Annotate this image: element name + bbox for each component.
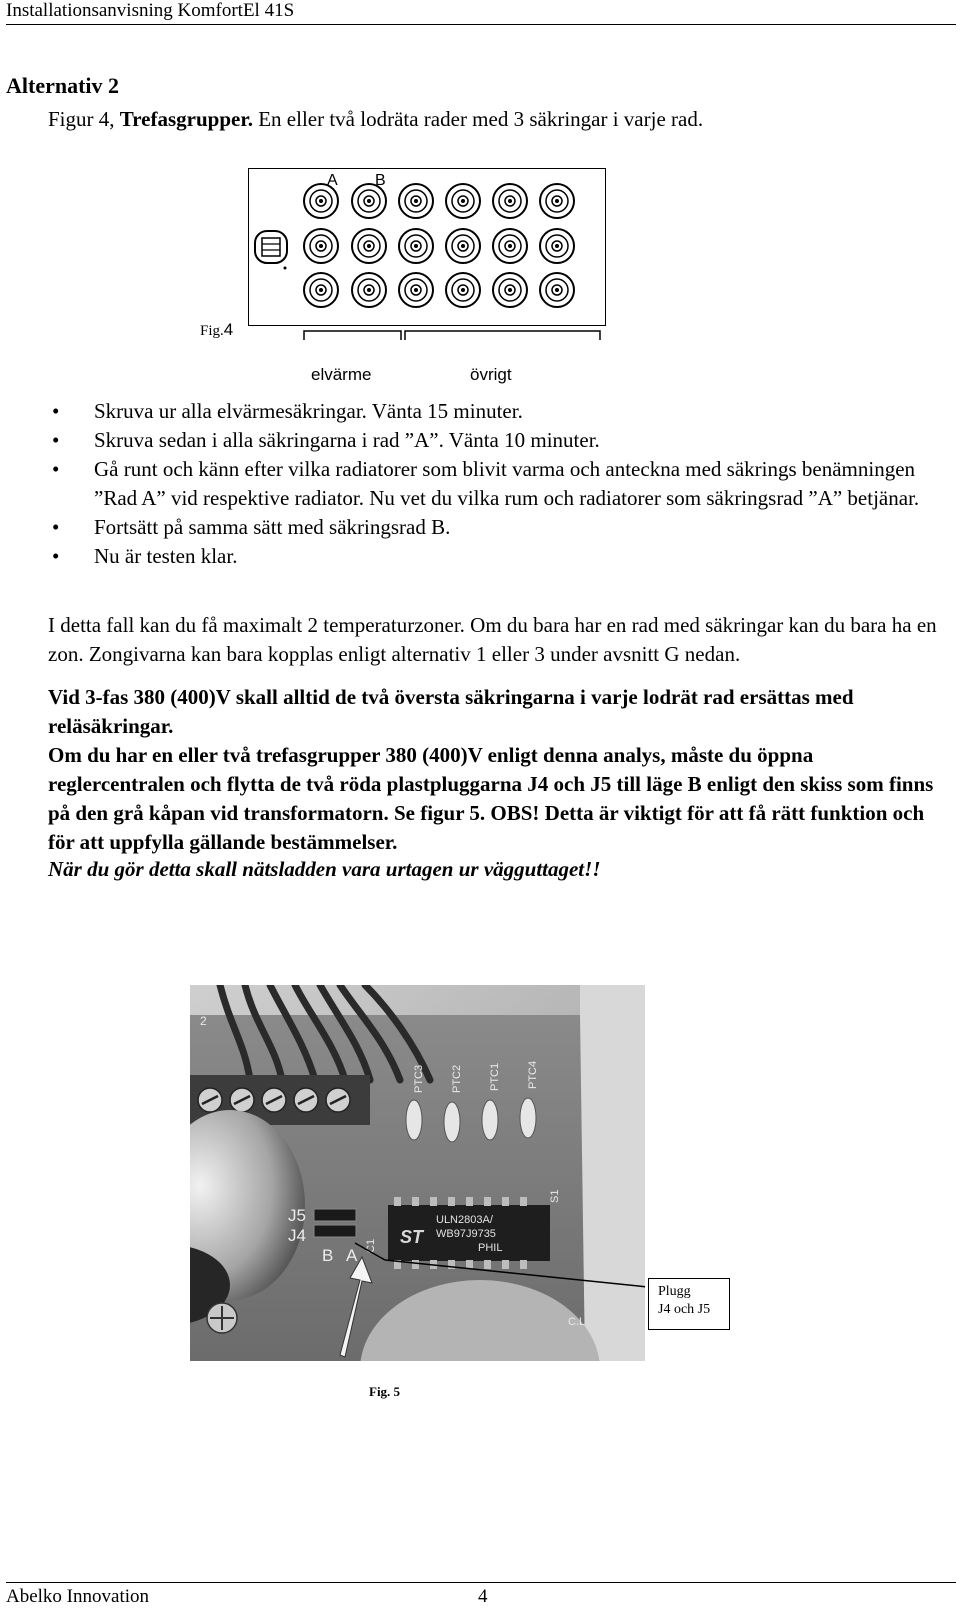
pcb-label-s1: S1 <box>549 1189 561 1203</box>
paragraph-warning: När du gör detta skall nätsladden vara urtagen ur vägguttaget!! <box>48 857 601 881</box>
list-item-text: Skruva ur alla elvärmesäkringar. Vänta 15 minuter. <box>94 399 523 423</box>
fuse-icon <box>446 273 480 307</box>
callout-line-2: J4 och J5 <box>658 1302 711 1317</box>
fuse-icon <box>352 184 386 218</box>
fuse-icon <box>446 184 480 218</box>
list-item <box>48 426 948 455</box>
figure4-caption-rest: En eller två lodräta rader med 3 säkringar i varje rad. <box>252 107 704 131</box>
bullet-icon: • <box>52 428 60 452</box>
fuse-icon <box>304 273 338 307</box>
fuse-icon <box>304 184 338 218</box>
list-item <box>48 513 948 542</box>
paragraph-relay-fuses: Vid 3-fas 380 (400)V skall alltid de två översta säkringarna i varje lodrät rad ersättas med reläsäkringar. <box>48 685 854 738</box>
header-title: Installationsanvisning KomfortEl 41S <box>6 0 295 21</box>
chip-label-line3: PHIL <box>478 1242 503 1254</box>
bullet-icon: • <box>52 399 60 423</box>
group-brackets <box>304 331 600 340</box>
fuse-column-b-label: B <box>375 172 386 189</box>
figure4-label <box>200 320 233 340</box>
pcb-label-a: A <box>346 1246 358 1265</box>
group-label-elvarme: elvärme <box>311 365 372 384</box>
pcb-label-j4: J4 <box>288 1226 306 1245</box>
callout-line-1: Plugg <box>658 1284 691 1299</box>
pcb-label-cl: C.L <box>568 1316 586 1328</box>
fuse-icon <box>352 229 386 263</box>
bullet-icon: • <box>52 544 60 568</box>
fuse-icon <box>540 184 574 218</box>
circuit-board-photo <box>190 985 645 1361</box>
chip-label-line1: ULN2803A/ <box>436 1214 493 1226</box>
pcb-label-c1: C1 <box>365 1238 377 1253</box>
paragraph-move-plugs: Om du har en eller två trefasgrupper 380 (400)V enligt denna analys, måste du öppna reglercentralen och flytta de två röda plastpluggarna J4 och J5 till läge B enligt den skiss som finns på den grå kåpan vid transformatorn. Se figur 5. OBS! Detta är viktigt för att få rätt funktion och för att uppfylla gällande bestämmelser. <box>48 743 934 854</box>
footer-divider <box>6 1582 956 1583</box>
pcb-label-b: B <box>322 1246 334 1265</box>
figure5-caption: Fig. 5 <box>369 1384 401 1399</box>
fuse-icon <box>493 273 527 307</box>
pcb-label-ptc2: PTC2 <box>451 1064 463 1093</box>
fuse-icon <box>399 229 433 263</box>
page-number: 4 <box>478 1586 488 1607</box>
figure4-caption-prefix: Figur 4, <box>48 107 120 131</box>
fuse-grid <box>304 184 574 307</box>
pcb-label-ptc4: PTC4 <box>527 1060 539 1089</box>
mounting-screw <box>207 1303 237 1333</box>
fuse-icon <box>493 184 527 218</box>
group-label-ovrigt: övrigt <box>470 365 512 384</box>
figure4-label-number: 4 <box>223 320 234 339</box>
fuse-panel-diagram <box>0 0 960 400</box>
instruction-list <box>48 397 948 571</box>
bullet-icon: • <box>52 457 60 481</box>
list-item-text: Skruva sedan i alla säkringarna i rad ”A”. Vänta 10 minuter. <box>94 428 600 452</box>
figure4-caption-bold: Trefasgrupper. <box>119 107 253 131</box>
list-item <box>48 455 948 513</box>
list-item-text: Fortsätt på samma sätt med säkringsrad B. <box>94 515 451 539</box>
ic-chip <box>388 1197 550 1269</box>
list-item <box>48 542 948 571</box>
figure4-label-prefix: Fig. <box>200 323 224 339</box>
fuse-icon <box>399 273 433 307</box>
section-heading: Alternativ 2 <box>6 73 120 98</box>
pcb-label-ptc3: PTC3 <box>413 1064 425 1093</box>
fuse-icon <box>399 184 433 218</box>
footer-company: Abelko Innovation <box>6 1586 150 1607</box>
pcb-label-ptc1: PTC1 <box>489 1062 501 1091</box>
paragraph-zones: I detta fall kan du få maximalt 2 temperaturzoner. Om du bara har en rad med säkringar kan du bara ha en zon. Zongivarna kan bara kopplas enligt alternativ 1 eller 3 under avsnitt G nedan. <box>48 613 937 666</box>
chip-label-line2: WB97J9735 <box>436 1228 496 1240</box>
pcb-label-j5: J5 <box>288 1206 306 1225</box>
callout-plugg <box>648 1278 730 1330</box>
list-item-text: Gå runt och känn efter vilka radiatorer som blivit varma och anteckna med säkrings benämningen ”Rad A” vid respektive radiator. Nu vet du vilka rum och radiatorer som säkringsrad ”A” betjänar. <box>94 457 920 510</box>
fuse-icon <box>446 229 480 263</box>
fuse-icon <box>493 229 527 263</box>
list-item <box>48 397 948 426</box>
pcb-ref-label: 2 <box>200 1014 207 1028</box>
fuse-column-a-label: A <box>327 172 338 189</box>
meter-icon <box>255 231 287 270</box>
fuse-icon <box>304 229 338 263</box>
fuse-icon <box>540 273 574 307</box>
bullet-icon: • <box>52 515 60 539</box>
pcb-label-st: ST <box>400 1227 424 1247</box>
fuse-icon <box>352 273 386 307</box>
fuse-icon <box>540 229 574 263</box>
list-item-text: Nu är testen klar. <box>94 544 238 568</box>
